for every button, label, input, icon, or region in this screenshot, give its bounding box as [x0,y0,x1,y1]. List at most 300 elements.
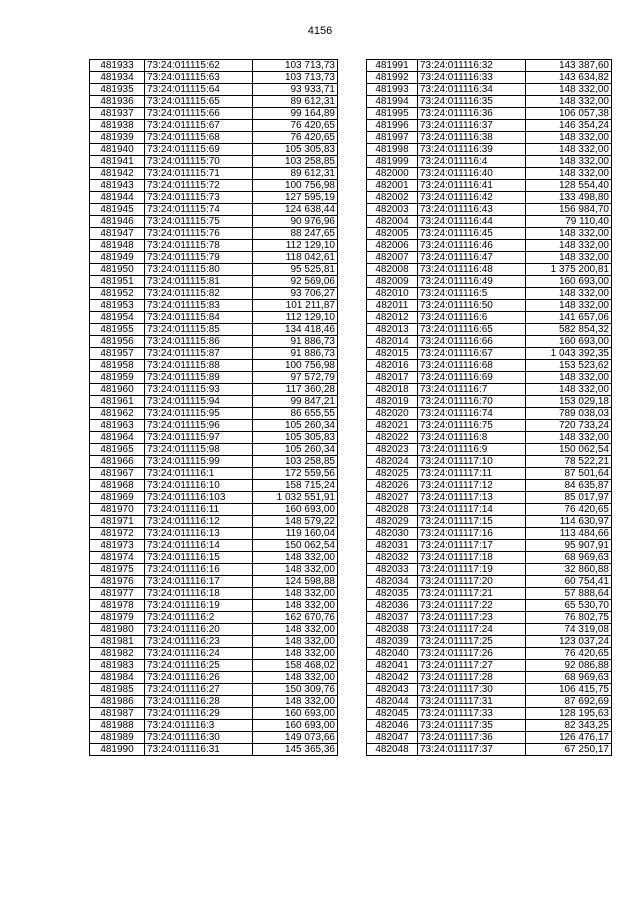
cadastral-number-cell: 73:24:011115:93 [145,384,253,396]
record-number-cell: 482024 [367,456,418,468]
table-row [367,336,612,348]
record-number-cell: 482023 [367,444,418,456]
cadastral-number-cell: 73:24:011116:37 [418,120,526,132]
table-row [367,648,612,660]
cadastral-value-cell: 150 062,54 [526,444,612,456]
cadastral-value-cell: 160 693,00 [253,504,338,516]
record-number-cell: 482003 [367,204,418,216]
cadastral-value-cell: 124 638,44 [253,204,338,216]
cadastral-number-cell: 73:24:011116:12 [145,516,253,528]
cadastral-number-cell: 73:24:011115:98 [145,444,253,456]
table-row [367,432,612,444]
cadastral-value-cell: 133 498,80 [526,192,612,204]
cadastral-value-cell: 158 715,24 [253,480,338,492]
table-row [90,588,338,600]
cadastral-number-cell: 73:24:011116:10 [145,480,253,492]
registry-table-right [366,59,612,756]
cadastral-number-cell: 73:24:011116:7 [418,384,526,396]
table-row [90,672,338,684]
cadastral-number-cell: 73:24:011115:89 [145,372,253,384]
record-number-cell: 482010 [367,288,418,300]
cadastral-value-cell: 150 309,76 [253,684,338,696]
table-row [90,96,338,108]
cadastral-number-cell: 73:24:011116:4 [418,156,526,168]
cadastral-number-cell: 73:24:011116:45 [418,228,526,240]
cadastral-value-cell: 158 468,02 [253,660,338,672]
table-row [367,708,612,720]
cadastral-number-cell: 73:24:011116:17 [145,576,253,588]
cadastral-value-cell: 76 420,65 [526,504,612,516]
record-number-cell: 482025 [367,468,418,480]
cadastral-value-cell: 148 332,00 [253,696,338,708]
record-number-cell: 482047 [367,732,418,744]
cadastral-value-cell: 100 756,98 [253,360,338,372]
table-row [90,732,338,744]
record-number-cell: 481960 [90,384,145,396]
cadastral-number-cell: 73:24:011117:16 [418,528,526,540]
cadastral-value-cell: 148 332,00 [253,648,338,660]
cadastral-value-cell: 148 332,00 [526,300,612,312]
table-row [90,120,338,132]
cadastral-number-cell: 73:24:011117:36 [418,732,526,744]
table-row [90,420,338,432]
record-number-cell: 482027 [367,492,418,504]
table-row [90,180,338,192]
cadastral-number-cell: 73:24:011117:22 [418,600,526,612]
record-number-cell: 481968 [90,480,145,492]
table-row [367,360,612,372]
record-number-cell: 481967 [90,468,145,480]
table-row [367,624,612,636]
cadastral-value-cell: 79 110,40 [526,216,612,228]
record-number-cell: 481969 [90,492,145,504]
record-number-cell: 481952 [90,288,145,300]
record-number-cell: 481987 [90,708,145,720]
record-number-cell: 482048 [367,744,418,756]
table-row [90,720,338,732]
cadastral-number-cell: 73:24:011116:14 [145,540,253,552]
cadastral-value-cell: 85 017,97 [526,492,612,504]
registry-table-left [89,59,338,756]
cadastral-number-cell: 73:24:011116:70 [418,396,526,408]
record-number-cell: 482040 [367,648,418,660]
record-number-cell: 481999 [367,156,418,168]
cadastral-value-cell: 153 523,62 [526,360,612,372]
cadastral-value-cell: 148 332,00 [253,624,338,636]
cadastral-number-cell: 73:24:011115:95 [145,408,253,420]
cadastral-number-cell: 73:24:011115:83 [145,300,253,312]
cadastral-number-cell: 73:24:011116:49 [418,276,526,288]
cadastral-value-cell: 720 733,24 [526,420,612,432]
record-number-cell: 481963 [90,420,145,432]
cadastral-value-cell: 148 332,00 [253,564,338,576]
table-row [367,456,612,468]
record-number-cell: 481992 [367,72,418,84]
table-row [90,660,338,672]
table-row [90,612,338,624]
cadastral-value-cell: 141 657,06 [526,312,612,324]
cadastral-value-cell: 97 572,79 [253,372,338,384]
record-number-cell: 481974 [90,552,145,564]
table-row [367,408,612,420]
cadastral-number-cell: 73:24:011117:13 [418,492,526,504]
cadastral-number-cell: 73:24:011117:20 [418,576,526,588]
record-number-cell: 482013 [367,324,418,336]
record-number-cell: 482014 [367,336,418,348]
table-row [367,312,612,324]
record-number-cell: 482006 [367,240,418,252]
cadastral-number-cell: 73:24:011115:73 [145,192,253,204]
cadastral-number-cell: 73:24:011116:6 [418,312,526,324]
table-row [90,288,338,300]
cadastral-value-cell: 87 501,64 [526,468,612,480]
table-row [90,276,338,288]
record-number-cell: 482038 [367,624,418,636]
cadastral-value-cell: 148 332,00 [526,228,612,240]
cadastral-value-cell: 101 211,87 [253,300,338,312]
cadastral-value-cell: 105 305,83 [253,432,338,444]
cadastral-number-cell: 73:24:011115:85 [145,324,253,336]
cadastral-number-cell: 73:24:011115:63 [145,72,253,84]
record-number-cell: 482045 [367,708,418,720]
cadastral-number-cell: 73:24:011116:1 [145,468,253,480]
record-number-cell: 482033 [367,564,418,576]
cadastral-value-cell: 148 332,00 [526,432,612,444]
table-row [367,252,612,264]
cadastral-value-cell: 99 847,21 [253,396,338,408]
table-row [367,132,612,144]
cadastral-value-cell: 123 037,24 [526,636,612,648]
cadastral-value-cell: 89 612,31 [253,96,338,108]
cadastral-number-cell: 73:24:011116:75 [418,420,526,432]
cadastral-number-cell: 73:24:011116:50 [418,300,526,312]
record-number-cell: 481998 [367,144,418,156]
table-row [90,444,338,456]
table-row [90,552,338,564]
cadastral-number-cell: 73:24:011116:47 [418,252,526,264]
table-row [367,144,612,156]
cadastral-value-cell: 582 854,32 [526,324,612,336]
cadastral-number-cell: 73:24:011116:20 [145,624,253,636]
cadastral-value-cell: 1 375 200,81 [526,264,612,276]
cadastral-number-cell: 73:24:011115:81 [145,276,253,288]
cadastral-value-cell: 160 693,00 [253,708,338,720]
cadastral-value-cell: 128 554,40 [526,180,612,192]
table-row [90,192,338,204]
record-number-cell: 482041 [367,660,418,672]
table-row [367,240,612,252]
record-number-cell: 481941 [90,156,145,168]
record-number-cell: 482044 [367,696,418,708]
table-row [90,480,338,492]
cadastral-value-cell: 76 802,75 [526,612,612,624]
table-row [90,540,338,552]
record-number-cell: 481981 [90,636,145,648]
cadastral-number-cell: 73:24:011115:80 [145,264,253,276]
cadastral-number-cell: 73:24:011117:26 [418,648,526,660]
record-number-cell: 481955 [90,324,145,336]
record-number-cell: 482004 [367,216,418,228]
record-number-cell: 481986 [90,696,145,708]
table-row [90,408,338,420]
table-row [90,60,338,72]
record-number-cell: 481937 [90,108,145,120]
cadastral-number-cell: 73:24:011116:5 [418,288,526,300]
cadastral-value-cell: 84 635,87 [526,480,612,492]
cadastral-value-cell: 95 907,91 [526,540,612,552]
cadastral-value-cell: 74 319,08 [526,624,612,636]
table-row [90,228,338,240]
cadastral-value-cell: 143 634,82 [526,72,612,84]
cadastral-number-cell: 73:24:011116:30 [145,732,253,744]
table-row [90,336,338,348]
record-number-cell: 481984 [90,672,145,684]
table-row [90,240,338,252]
table-row [367,612,612,624]
table-row [90,168,338,180]
cadastral-value-cell: 89 612,31 [253,168,338,180]
record-number-cell: 481953 [90,300,145,312]
cadastral-value-cell: 92 569,06 [253,276,338,288]
record-number-cell: 482019 [367,396,418,408]
record-number-cell: 481964 [90,432,145,444]
cadastral-number-cell: 73:24:011116:23 [145,636,253,648]
cadastral-value-cell: 148 332,00 [253,636,338,648]
record-number-cell: 482039 [367,636,418,648]
cadastral-number-cell: 73:24:011117:25 [418,636,526,648]
table-row [367,444,612,456]
cadastral-value-cell: 148 332,00 [526,384,612,396]
table-row [367,420,612,432]
record-number-cell: 481947 [90,228,145,240]
cadastral-number-cell: 73:24:011116:9 [418,444,526,456]
cadastral-number-cell: 73:24:011116:2 [145,612,253,624]
record-number-cell: 482036 [367,600,418,612]
cadastral-value-cell: 148 332,00 [526,252,612,264]
record-number-cell: 482031 [367,540,418,552]
table-row [90,252,338,264]
cadastral-value-cell: 1 043 392,35 [526,348,612,360]
record-number-cell: 481954 [90,312,145,324]
cadastral-number-cell: 73:24:011116:28 [145,696,253,708]
record-number-cell: 482016 [367,360,418,372]
table-row [90,456,338,468]
cadastral-number-cell: 73:24:011116:74 [418,408,526,420]
cadastral-value-cell: 112 129,10 [253,240,338,252]
cadastral-number-cell: 73:24:011115:97 [145,432,253,444]
record-number-cell: 482026 [367,480,418,492]
cadastral-value-cell: 68 969,63 [526,552,612,564]
table-row [367,540,612,552]
record-number-cell: 481993 [367,84,418,96]
record-number-cell: 482030 [367,528,418,540]
cadastral-number-cell: 73:24:011115:69 [145,144,253,156]
table-row [367,504,612,516]
cadastral-number-cell: 73:24:011116:46 [418,240,526,252]
cadastral-value-cell: 87 692,69 [526,696,612,708]
table-row [90,72,338,84]
table-row [367,516,612,528]
record-number-cell: 481945 [90,204,145,216]
table-row [367,180,612,192]
record-number-cell: 482034 [367,576,418,588]
record-number-cell: 481950 [90,264,145,276]
table-row [90,84,338,96]
record-number-cell: 481966 [90,456,145,468]
record-number-cell: 482000 [367,168,418,180]
record-number-cell: 481976 [90,576,145,588]
table-row [90,396,338,408]
table-row [367,120,612,132]
cadastral-value-cell: 160 693,00 [253,720,338,732]
cadastral-value-cell: 148 332,00 [253,588,338,600]
table-row [90,348,338,360]
cadastral-value-cell: 100 756,98 [253,180,338,192]
table-row [90,108,338,120]
cadastral-number-cell: 73:24:011116:34 [418,84,526,96]
cadastral-number-cell: 73:24:011116:11 [145,504,253,516]
cadastral-value-cell: 148 332,00 [526,84,612,96]
cadastral-value-cell: 68 969,63 [526,672,612,684]
table-row [367,384,612,396]
record-number-cell: 481977 [90,588,145,600]
record-number-cell: 482042 [367,672,418,684]
cadastral-value-cell: 78 522,21 [526,456,612,468]
record-number-cell: 481956 [90,336,145,348]
cadastral-number-cell: 73:24:011116:15 [145,552,253,564]
cadastral-value-cell: 148 332,00 [526,156,612,168]
cadastral-number-cell: 73:24:011116:38 [418,132,526,144]
cadastral-number-cell: 73:24:011116:26 [145,672,253,684]
table-row [90,264,338,276]
cadastral-number-cell: 73:24:011115:65 [145,96,253,108]
record-number-cell: 481971 [90,516,145,528]
record-number-cell: 481944 [90,192,145,204]
cadastral-value-cell: 126 476,17 [526,732,612,744]
record-number-cell: 482032 [367,552,418,564]
cadastral-number-cell: 73:24:011115:66 [145,108,253,120]
table-row [367,84,612,96]
cadastral-number-cell: 73:24:011116:13 [145,528,253,540]
cadastral-value-cell: 148 332,00 [526,372,612,384]
cadastral-value-cell: 128 195,63 [526,708,612,720]
cadastral-value-cell: 118 042,61 [253,252,338,264]
cadastral-number-cell: 73:24:011117:27 [418,660,526,672]
table-row [90,300,338,312]
cadastral-number-cell: 73:24:011116:48 [418,264,526,276]
table-row [367,264,612,276]
cadastral-number-cell: 73:24:011115:75 [145,216,253,228]
cadastral-number-cell: 73:24:011115:82 [145,288,253,300]
table-row [90,372,338,384]
record-number-cell: 482022 [367,432,418,444]
cadastral-value-cell: 114 630,97 [526,516,612,528]
page-number: 4156 [307,25,333,37]
cadastral-value-cell: 82 343,25 [526,720,612,732]
cadastral-number-cell: 73:24:011116:65 [418,324,526,336]
record-number-cell: 482009 [367,276,418,288]
cadastral-value-cell: 91 886,73 [253,348,338,360]
record-number-cell: 481957 [90,348,145,360]
table-row [367,636,612,648]
cadastral-value-cell: 148 332,00 [526,96,612,108]
record-number-cell: 482008 [367,264,418,276]
cadastral-value-cell: 32 860,88 [526,564,612,576]
cadastral-value-cell: 145 365,36 [253,744,338,756]
cadastral-number-cell: 73:24:011117:33 [418,708,526,720]
record-number-cell: 482035 [367,588,418,600]
record-number-cell: 481996 [367,120,418,132]
record-number-cell: 481951 [90,276,145,288]
cadastral-number-cell: 73:24:011115:99 [145,456,253,468]
cadastral-number-cell: 73:24:011116:44 [418,216,526,228]
cadastral-number-cell: 73:24:011116:32 [418,60,526,72]
record-number-cell: 482007 [367,252,418,264]
cadastral-number-cell: 73:24:011115:70 [145,156,253,168]
cadastral-value-cell: 148 332,00 [253,672,338,684]
cadastral-value-cell: 124 598,88 [253,576,338,588]
cadastral-number-cell: 73:24:011115:78 [145,240,253,252]
record-number-cell: 482005 [367,228,418,240]
cadastral-number-cell: 73:24:011117:11 [418,468,526,480]
table-row [367,204,612,216]
cadastral-value-cell: 117 360,28 [253,384,338,396]
table-row [367,168,612,180]
table-row [90,744,338,756]
table-row [367,480,612,492]
cadastral-number-cell: 73:24:011115:84 [145,312,253,324]
table-row [90,516,338,528]
cadastral-number-cell: 73:24:011117:15 [418,516,526,528]
cadastral-number-cell: 73:24:011116:40 [418,168,526,180]
table-row [90,204,338,216]
cadastral-number-cell: 73:24:011117:28 [418,672,526,684]
cadastral-value-cell: 93 706,27 [253,288,338,300]
cadastral-value-cell: 86 655,55 [253,408,338,420]
record-number-cell: 481946 [90,216,145,228]
record-number-cell: 481975 [90,564,145,576]
cadastral-number-cell: 73:24:011115:71 [145,168,253,180]
table-row [367,732,612,744]
cadastral-number-cell: 73:24:011115:74 [145,204,253,216]
cadastral-value-cell: 148 579,22 [253,516,338,528]
table-row [367,528,612,540]
cadastral-value-cell: 103 258,85 [253,456,338,468]
table-row [367,684,612,696]
cadastral-value-cell: 57 888,64 [526,588,612,600]
cadastral-number-cell: 73:24:011117:10 [418,456,526,468]
cadastral-number-cell: 73:24:011116:43 [418,204,526,216]
cadastral-value-cell: 91 886,73 [253,336,338,348]
cadastral-number-cell: 73:24:011116:66 [418,336,526,348]
table-row [90,636,338,648]
cadastral-value-cell: 148 332,00 [253,600,338,612]
cadastral-value-cell: 105 260,34 [253,420,338,432]
record-number-cell: 482001 [367,180,418,192]
record-number-cell: 482017 [367,372,418,384]
cadastral-value-cell: 105 305,83 [253,144,338,156]
table-row [90,312,338,324]
cadastral-value-cell: 148 332,00 [526,144,612,156]
table-row [367,72,612,84]
cadastral-value-cell: 112 129,10 [253,312,338,324]
cadastral-number-cell: 73:24:011116:39 [418,144,526,156]
cadastral-number-cell: 73:24:011116:19 [145,600,253,612]
cadastral-value-cell: 143 387,60 [526,60,612,72]
table-row [367,564,612,576]
cadastral-number-cell: 73:24:011117:17 [418,540,526,552]
table-row [90,696,338,708]
